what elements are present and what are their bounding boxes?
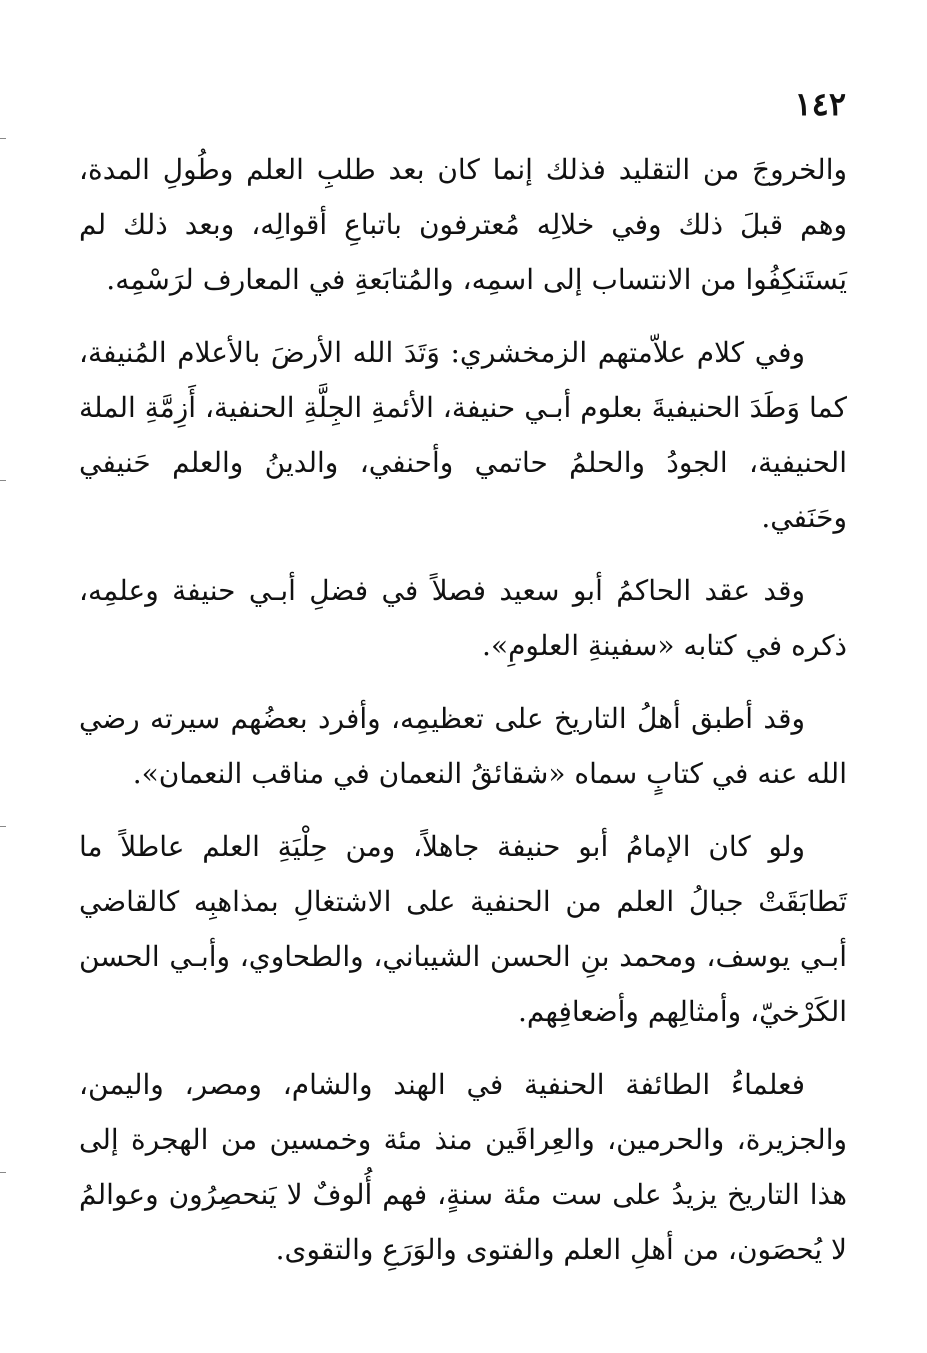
paragraph-6: فعلماءُ الطائفة الحنفية في الهند والشام، ومصر، واليمن، والجزيرة، والحرمين، والعِراقَين منذ مئة وخمسين من الهجرة إلى هذا التاريخ يزيدُ على ست مئة سنةٍ، فهم أُلوفٌ لا يَنحصِرُون وعوالمُ لا يُحصَون، من أهلِ العلم والفتوى والوَرَعِ والتقوى. (79, 1068, 847, 1266)
paragraph-4: وقد أطبق أهلُ التاريخ على تعظيمِه، وأفرد بعضُهم سيرته رضي الله عنه في كتابٍ سماه «شقائقُ النعمان في مناقب النعمان». (79, 702, 847, 790)
scan-edge-mark (0, 826, 6, 827)
scan-edge-mark (0, 480, 6, 481)
paragraph-1: والخروجَ من التقليد فذلك إنما كان بعد طلبِ العلم وطُولِ المدة، وهم قبلَ ذلك وفي خلالِه مُعترفون باتباعِ أقوالِه، وبعد ذلك لم يَستَنكِفُوا من الانتساب إلى اسمِه، والمُتابَعةِ في المعارف لرَسْمِه. (79, 153, 847, 296)
paragraph-5: ولو كان الإمامُ أبو حنيفة جاهلاً، ومن حِلْيَةِ العلم عاطلاً ما تَطابَقَتْ جبالُ العلم من الحنفية على الاشتغالِ بمذاهبِه كالقاضي أبـي يوسف، ومحمد بنِ الحسن الشيباني، والطحاوي، وأبـي الحسن الكَرْخيّ، وأمثالِهم وأضعافِهم. (79, 830, 847, 1028)
page-body (79, 142, 847, 1295)
page-number: ١٤٢ (794, 85, 846, 123)
scan-edge-mark (0, 1172, 6, 1173)
paragraph-2: وفي كلام علاّمتهم الزمخشري: وَتَدَ الله الأرضَ بالأعلام المُنيفة، كما وَطَدَ الحنيفيةَ بعلوم أبـي حنيفة، الأئمةِ الجِلَّةِ الحنفية، أَزِمَّةِ الملة الحنيفية، الجودُ والحلمُ حاتمي وأحنفي، والدينُ والعلم حَنيفي وحَنَفي. (79, 336, 847, 534)
paragraph-3: وقد عقد الحاكمُ أبو سعيد فصلاً في فضلِ أبـي حنيفة وعلمِه، ذكره في كتابه «سفينةِ العلومِ». (79, 574, 847, 662)
scan-edge-mark (0, 138, 6, 139)
